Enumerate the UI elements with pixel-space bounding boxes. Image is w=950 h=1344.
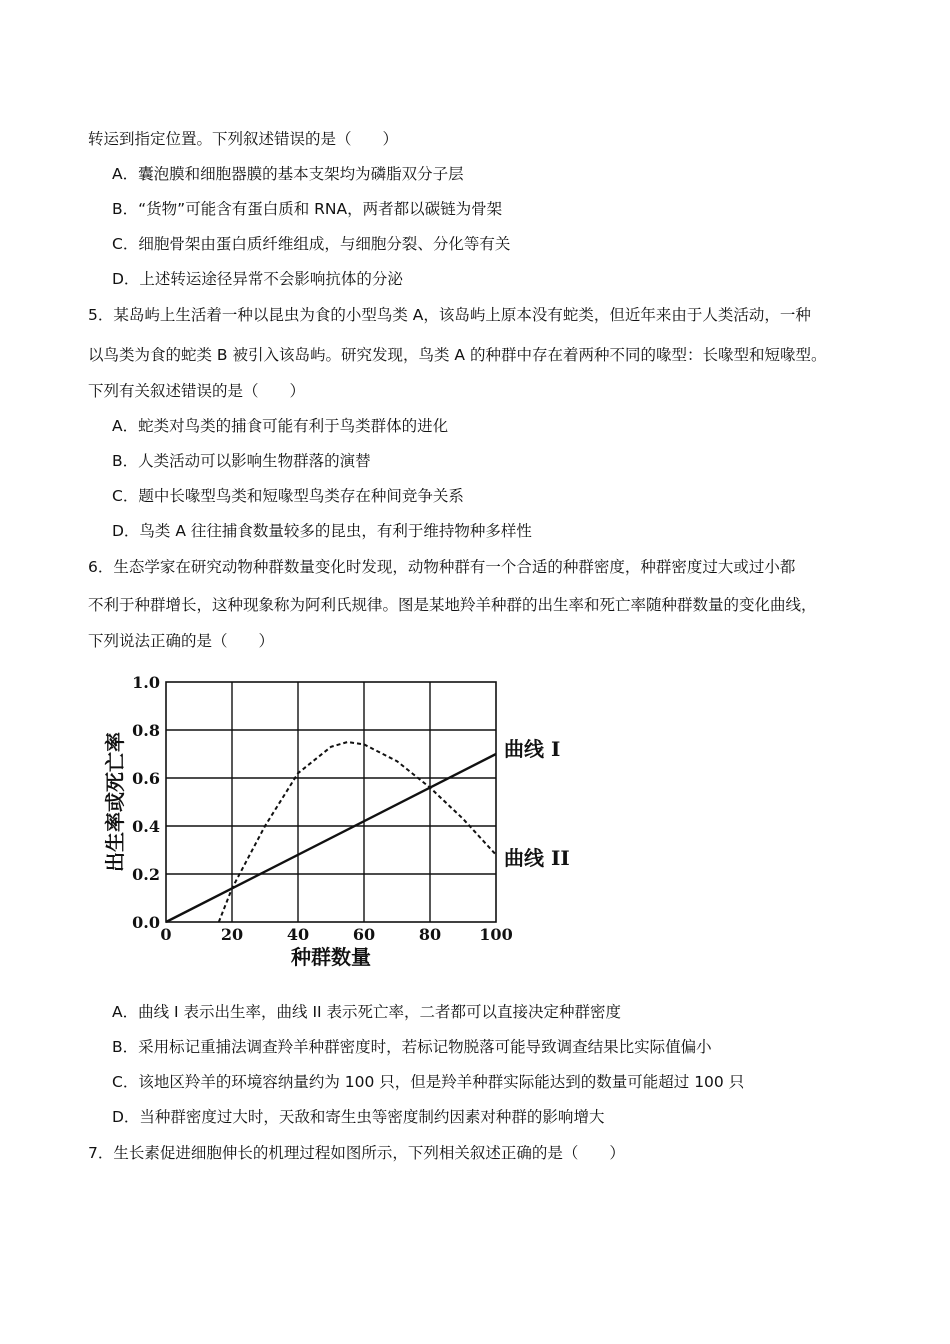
y-tick-label: 0.6: [132, 769, 160, 788]
q6-stem-line-2: 不利于种群增长，这种现象称为阿利氏规律。图是某地羚羊种群的出生率和死亡率随种群数量的变化曲线，: [88, 596, 817, 614]
series-line-2: [219, 742, 496, 922]
q5-option-c: C．题中长喙型鸟类和短喙型鸟类存在种间竞争关系: [112, 487, 464, 505]
q5-option-b: B．人类活动可以影响生物群落的演替: [112, 452, 371, 470]
q6-stem-line-3: 下列说法正确的是（ ）: [88, 632, 275, 650]
q4-option-d: D．上述转运途径异常不会影响抗体的分泌: [112, 270, 403, 288]
x-tick-label: 60: [352, 925, 376, 944]
y-axis-label: 出生率或死亡率: [103, 732, 127, 872]
y-tick-label: 0.8: [132, 721, 160, 740]
q6-option-c: C．该地区羚羊的环境容纳量约为 100 只，但是羚羊种群实际能达到的数量可能超过 100 只: [112, 1073, 745, 1091]
q6-stem-line-1: 6．生态学家在研究动物种群数量变化时发现，动物种群有一个合适的种群密度，种群密度过大或过小都: [88, 558, 796, 576]
q5-stem-line-3: 下列有关叙述错误的是（ ）: [88, 382, 306, 400]
q6-option-d: D．当种群密度过大时，天敌和寄生虫等密度制约因素对种群的影响增大: [112, 1108, 605, 1126]
q5-stem-line-1: 5．某岛屿上生活着一种以昆虫为食的小型鸟类 A，该岛屿上原本没有蛇类，但近年来由于人类活动，一种: [88, 306, 811, 324]
q4-option-b: B．“货物”可能含有蛋白质和 RNA，两者都以碳链为骨架: [112, 200, 503, 218]
x-tick-label: 80: [418, 925, 442, 944]
q6-option-b: B．采用标记重捕法调查羚羊种群密度时，若标记物脱落可能导致调查结果比实际值偏小: [112, 1038, 712, 1056]
x-axis-label: 种群数量: [291, 945, 371, 968]
x-tick-label: 0: [160, 925, 172, 944]
y-tick-label: 0.0: [132, 913, 160, 932]
q7-stem: 7．生长素促进细胞伸长的机理过程如图所示，下列相关叙述正确的是（ ）: [88, 1144, 625, 1162]
q5-stem-line-2: 以鸟类为食的蛇类 B 被引入该岛屿。研究发现，鸟类 A 的种群中存在着两种不同的喙型：长喙型和短喙型。: [88, 346, 827, 364]
y-tick-label: 0.4: [132, 817, 160, 836]
x-tick-label: 20: [220, 925, 244, 944]
q4-stem-tail: 转运到指定位置。下列叙述错误的是（ ）: [88, 130, 399, 148]
y-tick-label: 0.2: [132, 865, 160, 884]
q4-option-a: A．囊泡膜和细胞器膜的基本支架均为磷脂双分子层: [112, 165, 464, 183]
birth-death-rate-chart: [100, 668, 580, 968]
x-tick-label: 40: [286, 925, 310, 944]
y-tick-label: 1.0: [132, 673, 160, 692]
q5-option-a: A．蛇类对鸟类的捕食可能有利于鸟类群体的进化: [112, 417, 449, 435]
series-label-2: 曲线 II: [504, 845, 570, 870]
q4-option-c: C．细胞骨架由蛋白质纤维组成，与细胞分裂、分化等有关: [112, 235, 511, 253]
q6-option-a: A．曲线 I 表示出生率，曲线 II 表示死亡率，二者都可以直接决定种群密度: [112, 1003, 622, 1021]
series-label-1: 曲线 I: [504, 737, 561, 761]
x-tick-label: 100: [479, 925, 513, 944]
q5-option-d: D．鸟类 A 往往捕食数量较多的昆虫，有利于维持物种多样性: [112, 522, 532, 540]
series-line-1: [166, 754, 496, 922]
